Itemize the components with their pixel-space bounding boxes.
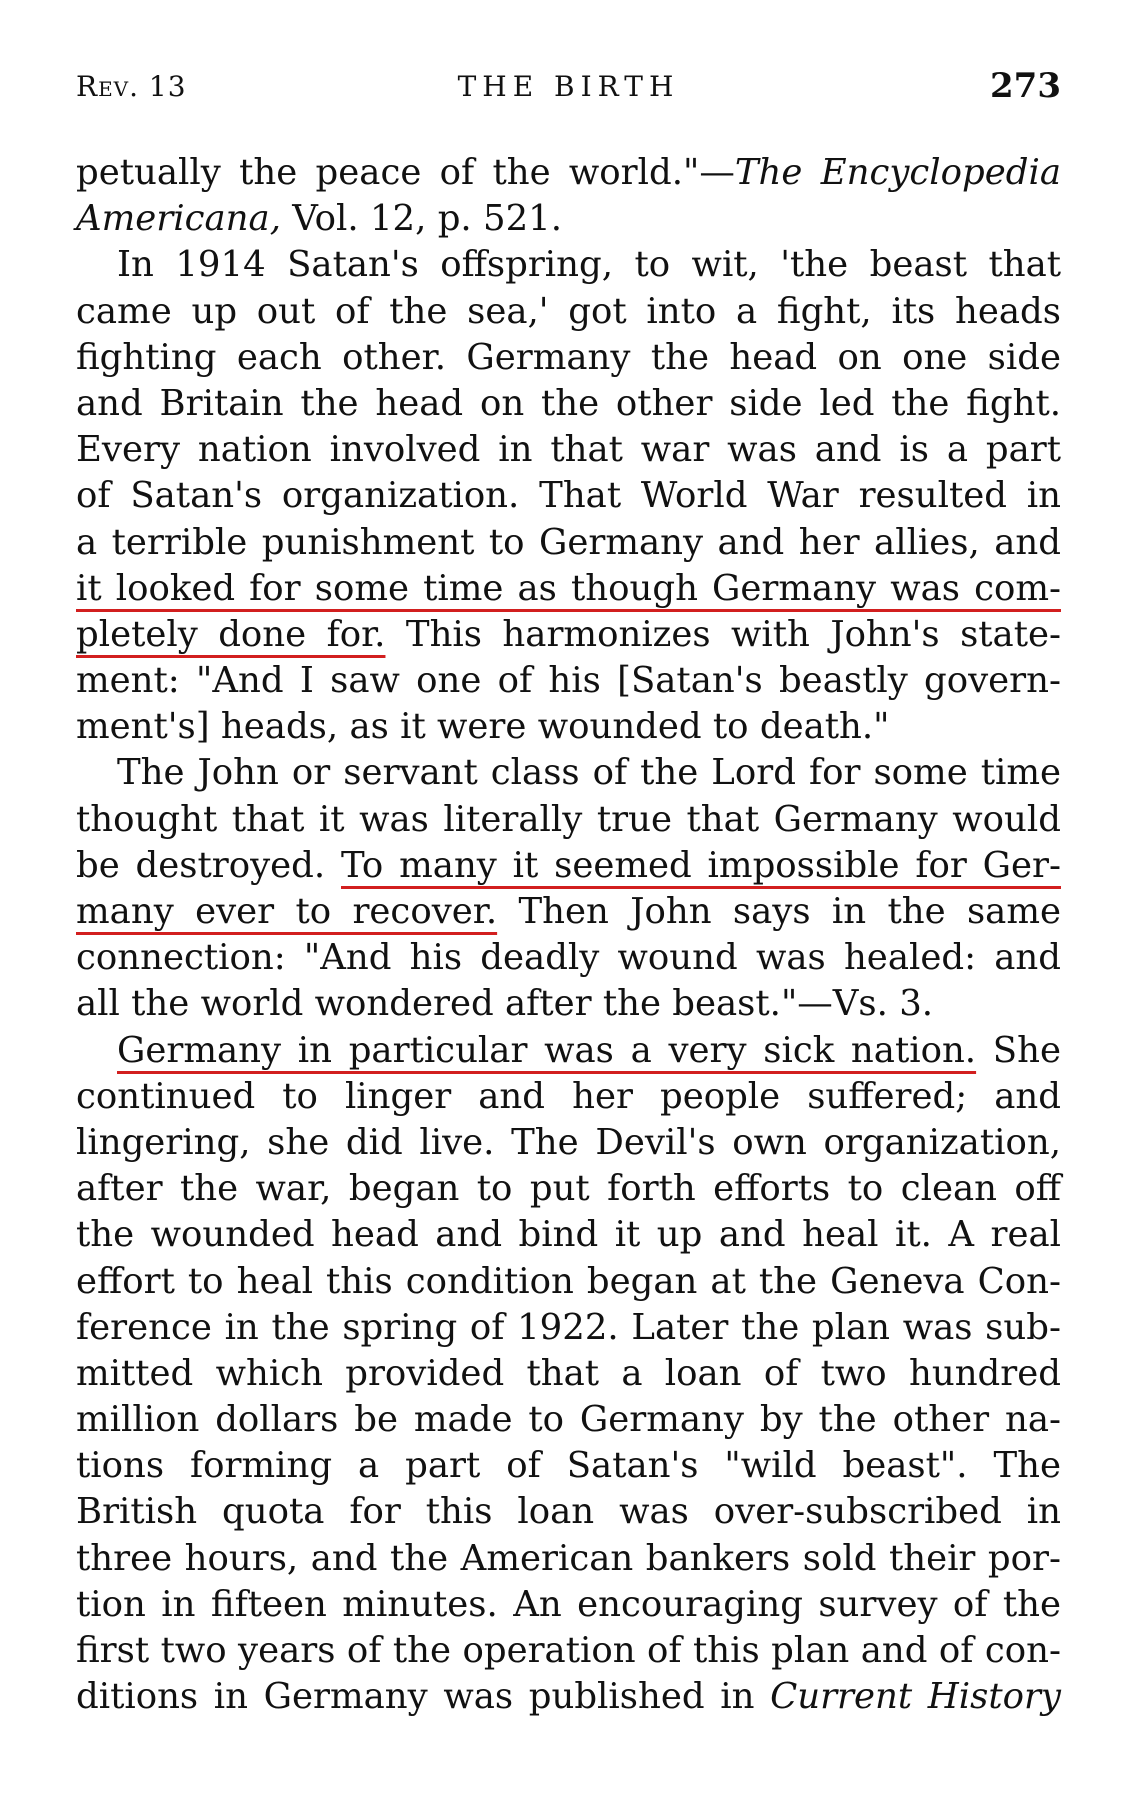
text-line: continued to linger and her people suffered; and — [76, 1075, 1061, 1117]
text-line: be destroyed. To many it seemed impossible for Ger- — [76, 844, 1061, 886]
text-line: a terrible punishment to Germany and her allies, and — [76, 521, 1061, 563]
page-body — [76, 150, 1061, 1720]
page-number: 273 — [990, 66, 1061, 106]
text-line: petually the peace of the world."—The Encyclopedia — [76, 152, 1062, 193]
paragraph-2 — [76, 242, 1061, 750]
text-line: of Satan's organization. That World War resulted in — [76, 475, 1061, 517]
text-line: In 1914 Satan's offspring, to wit, 'the beast that — [117, 244, 1061, 286]
citation-title: Current History — [770, 1676, 1061, 1718]
text-line: Americana, Vol. 12, p. 521. — [76, 198, 563, 240]
text-line: mitted which provided that a loan of two hundred — [76, 1352, 1061, 1394]
text-line: million dollars be made to Germany by the other na- — [76, 1399, 1061, 1441]
chapter-title: THE BIRTH — [457, 70, 680, 103]
running-header — [76, 66, 1061, 114]
text-line: tion in fifteen minutes. An encouraging survey of the — [76, 1583, 1061, 1625]
text-line: pletely done for. This harmonizes with John's state- — [76, 613, 1061, 655]
text-line: and Britain the head on the other side led the fight. — [76, 382, 1061, 424]
highlighted-passage: many ever to recover. — [76, 891, 498, 932]
citation-title: Americana, — [76, 198, 281, 240]
highlighted-passage: it looked for some time as though Germany was com- — [76, 567, 1061, 609]
highlighted-passage: pletely done for. — [76, 613, 386, 655]
text-line: tions forming a part of Satan's "wild beast". The — [76, 1445, 1061, 1487]
text-line: Germany in particular was a very sick nation. She — [117, 1029, 1061, 1071]
text-line: fighting each other. Germany the head on one side — [76, 336, 1061, 378]
text-line: ment's] heads, as it were wounded to death." — [76, 706, 890, 748]
text-line: lingering, she did live. The Devil's own organization, — [76, 1121, 1061, 1163]
text-line: many ever to recover. Then John says in the same — [76, 891, 1061, 932]
text-line: thought that it was literally true that Germany would — [76, 798, 1061, 840]
text-line: after the war, began to put forth efforts to clean off — [76, 1168, 1061, 1210]
text-line: Every nation involved in that war was and is a part — [76, 429, 1061, 471]
paragraph-1 — [76, 150, 1061, 242]
text-line: British quota for this loan was over-subscribed in — [76, 1491, 1061, 1533]
text-line: connection: "And his deadly wound was healed: and — [76, 937, 1061, 979]
text-line: ditions in Germany was published in Current History — [76, 1676, 1061, 1718]
text-line: effort to heal this condition began at the Geneva Con- — [76, 1260, 1061, 1302]
text-line: all the world wondered after the beast."—Vs. 3. — [76, 983, 934, 1025]
text-line — [76, 566, 1061, 612]
text-line: ference in the spring of 1922. Later the plan was sub- — [76, 1306, 1061, 1348]
text-line: three hours, and the American bankers sold their por- — [76, 1537, 1061, 1579]
citation-title: The Encyclopedia — [734, 152, 1062, 193]
highlighted-passage: Germany in particular was a very sick nation. — [117, 1029, 977, 1071]
paragraph-3 — [76, 750, 1061, 1027]
section-reference: Rev. 13 — [76, 70, 187, 103]
text-line: the wounded head and bind it up and heal it. A real — [76, 1214, 1061, 1256]
highlighted-passage: To many it seemed impossible for Ger- — [341, 844, 1061, 886]
text-line: The John or servant class of the Lord for some time — [117, 752, 1061, 794]
text-line: first two years of the operation of this plan and of con- — [76, 1630, 1061, 1671]
paragraph-4 — [76, 1028, 1061, 1721]
text-line: came up out of the sea,' got into a fight, its heads — [76, 290, 1061, 332]
text-line: ment: "And I saw one of his [Satan's beastly govern- — [76, 660, 1061, 702]
